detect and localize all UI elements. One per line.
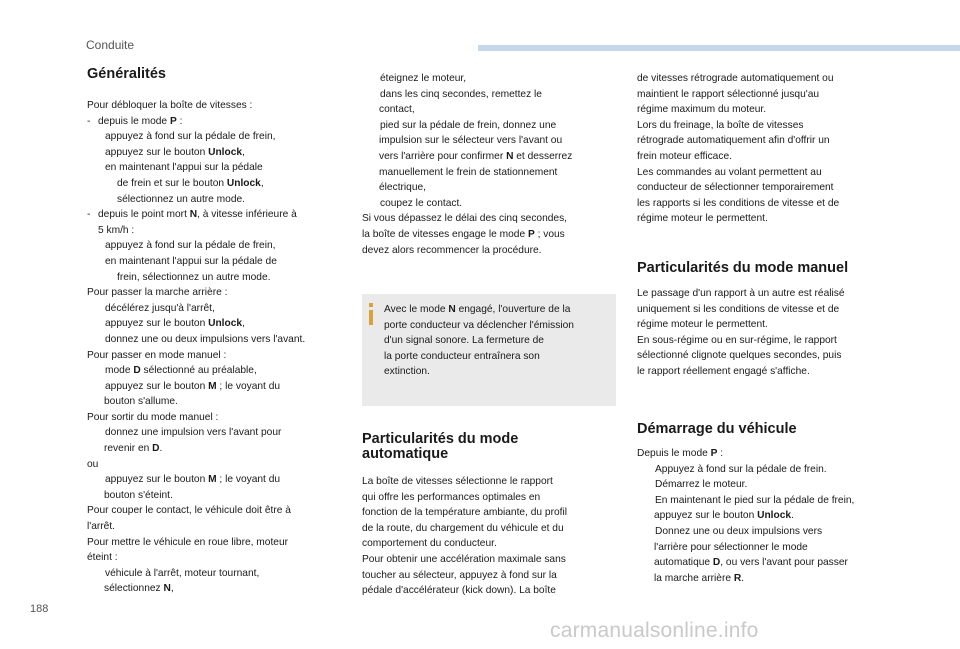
text-line: Si vous dépassez le délai des cinq secondes, bbox=[362, 213, 568, 225]
heading-mode-automatique bbox=[362, 432, 518, 462]
column-1 bbox=[87, 98, 345, 597]
text-line: Pour passer la marche arrière : bbox=[87, 287, 228, 299]
text-line: sélectionnez un autre mode. bbox=[117, 193, 245, 205]
text-line: Les commandes au volant permettent au bbox=[637, 166, 822, 178]
text-line: uniquement si les conditions de vitesse et de bbox=[637, 303, 840, 315]
header-bar bbox=[478, 45, 960, 51]
text-line: en maintenant l'appui sur la pédale de bbox=[105, 255, 277, 267]
text-line: Pour passer en mode manuel : bbox=[87, 349, 227, 361]
text-line: frein moteur efficace. bbox=[637, 150, 732, 162]
heading-line: automatique bbox=[362, 446, 449, 462]
text-line: en maintenant l'appui sur la pédale bbox=[105, 162, 263, 174]
text-line: appuyez sur le bouton M ; le voyant du bbox=[105, 380, 281, 392]
text-line: impulsion sur le sélecteur vers l'avant ou bbox=[379, 135, 563, 147]
text-line: frein, sélectionnez un autre mode. bbox=[117, 271, 271, 283]
text-line: éteint : bbox=[87, 552, 118, 564]
text-line: d'un signal sonore. La fermeture de bbox=[384, 335, 544, 347]
info-icon bbox=[369, 303, 373, 325]
text-line: ou bbox=[87, 458, 99, 470]
text-line: coupez le contact. bbox=[380, 197, 463, 209]
text-line: mode D sélectionné au préalable, bbox=[105, 365, 257, 377]
heading-demarrage: Démarrage du véhicule bbox=[637, 421, 797, 437]
text-line: Appuyez à fond sur la pédale de frein. bbox=[655, 463, 827, 475]
text-line: véhicule à l'arrêt, moteur tournant, bbox=[105, 567, 260, 579]
text-line: le rapport réellement engagé s'affiche. bbox=[637, 365, 810, 377]
text-line: Avec le mode N engagé, l'ouverture de la bbox=[384, 304, 571, 315]
text-line: Lors du freinage, la boîte de vitesses bbox=[637, 119, 804, 131]
heading-generalites: Généralités bbox=[87, 66, 166, 82]
text-line: bouton s'éteint. bbox=[104, 489, 173, 501]
text-line: pied sur la pédale de frein, donnez une bbox=[380, 119, 557, 131]
text-line: appuyez à fond sur la pédale de frein, bbox=[105, 131, 276, 143]
text-line: régime moteur le permettent. bbox=[637, 213, 768, 225]
text-line: électrique, bbox=[379, 182, 427, 194]
text-line: manuellement le frein de stationnement bbox=[379, 166, 558, 178]
text-line: toucher au sélecteur, appuyez à fond sur la bbox=[362, 569, 557, 581]
demarrage-text bbox=[637, 446, 887, 586]
text-line: Pour couper le contact, le véhicule doit être à bbox=[87, 505, 291, 517]
text-line: sélectionnez N, bbox=[104, 583, 174, 595]
text-line: bouton s'allume. bbox=[104, 396, 178, 408]
text-line: les rapports si les conditions de vitesse et de bbox=[637, 197, 840, 209]
text-line: appuyez sur le bouton Unlock. bbox=[654, 510, 794, 522]
text-line: de frein et sur le bouton Unlock, bbox=[117, 177, 264, 189]
dash-marker: - bbox=[87, 209, 91, 221]
watermark: carmanualsonline.info bbox=[550, 619, 759, 642]
text-line: donnez une ou deux impulsions vers l'avant. bbox=[105, 333, 306, 345]
text-line: contact, bbox=[379, 104, 415, 116]
text-line: l'arrêt. bbox=[87, 521, 115, 533]
text-line: Donnez une ou deux impulsions vers bbox=[655, 525, 823, 537]
text-line: revenir en D. bbox=[104, 443, 163, 455]
text-line: sélectionné clignote quelques secondes, puis bbox=[637, 350, 842, 362]
text-line: - depuis le mode P : bbox=[87, 114, 345, 130]
text-line: porte conducteur va déclencher l'émission bbox=[384, 319, 574, 331]
mode-automatique-text bbox=[362, 474, 618, 599]
text-line: dans les cinq secondes, remettez le bbox=[380, 88, 542, 100]
text-line: automatique D, ou vers l'avant pour passer bbox=[654, 557, 848, 569]
column-3 bbox=[637, 71, 887, 227]
text-line: décélérez jusqu'à l'arrêt, bbox=[105, 302, 215, 314]
text-line: appuyez sur le bouton Unlock, bbox=[105, 146, 245, 158]
column-2 bbox=[362, 71, 618, 258]
text-line: La boîte de vitesses sélectionne le rapport bbox=[362, 476, 553, 487]
text-line: Pour obtenir une accélération maximale sans bbox=[362, 553, 566, 565]
mode-manuel-text bbox=[637, 286, 887, 380]
text-line: vers l'arrière pour confirmer N et desserrez bbox=[379, 150, 573, 162]
text-line: régime maximum du moteur. bbox=[637, 104, 767, 116]
text-line: pédale d'accélérateur (kick down). La boîte bbox=[362, 585, 556, 597]
text-line: éteignez le moteur, bbox=[380, 73, 467, 84]
text-line: extinction. bbox=[384, 366, 430, 378]
text-line: fonction de la température ambiante, du profil bbox=[362, 507, 568, 519]
text-line: Pour mettre le véhicule en roue libre, moteur bbox=[87, 536, 289, 548]
dash-marker: - bbox=[87, 115, 91, 127]
heading-mode-manuel: Particularités du mode manuel bbox=[637, 260, 849, 276]
text-line: conducteur de sélectionner temporairement bbox=[637, 182, 834, 194]
text-line: - depuis le point mort N, à vitesse inférieure à bbox=[87, 207, 345, 223]
text-line: qui offre les performances optimales en bbox=[362, 491, 541, 503]
text-line: En sous-régime ou en sur-régime, le rapport bbox=[637, 334, 837, 346]
text-line: la porte conducteur entraînera son bbox=[384, 350, 540, 362]
heading-line: Particularités du mode bbox=[362, 431, 519, 447]
info-note-text bbox=[384, 302, 574, 380]
text-line: appuyez sur le bouton Unlock, bbox=[105, 318, 245, 330]
text-line: de vitesses rétrograde automatiquement ou bbox=[637, 73, 834, 84]
text-line: devez alors recommencer la procédure. bbox=[362, 244, 542, 256]
text-line: donnez une impulsion vers l'avant pour bbox=[105, 427, 282, 439]
text-line: de la route, du chargement du véhicule et du bbox=[362, 522, 564, 534]
text-line: Pour débloquer la boîte de vitesses : bbox=[87, 100, 253, 111]
text-line: En maintenant le pied sur la pédale de frein, bbox=[655, 494, 855, 506]
text-line: Démarrez le moteur. bbox=[655, 479, 748, 491]
text-line: rétrograde automatiquement afin d'offrir un bbox=[637, 135, 830, 147]
text-line: Depuis le mode P : bbox=[637, 448, 724, 459]
text-line: appuyez à fond sur la pédale de frein, bbox=[105, 240, 276, 252]
page-number: 188 bbox=[30, 603, 49, 615]
info-note-box bbox=[362, 294, 616, 406]
text-line: Le passage d'un rapport à un autre est réalisé bbox=[637, 288, 845, 299]
text-line: comportement du conducteur. bbox=[362, 538, 497, 550]
text-line: appuyez sur le bouton M ; le voyant du bbox=[105, 474, 281, 486]
text-line: Pour sortir du mode manuel : bbox=[87, 411, 219, 423]
text-line: la boîte de vitesses engage le mode P ; vous bbox=[362, 228, 565, 240]
header-section-label: Conduite bbox=[86, 38, 135, 52]
text-line: l'arrière pour sélectionner le mode bbox=[654, 541, 808, 553]
text-line: la marche arrière R. bbox=[654, 572, 745, 584]
text-line: régime moteur le permettent. bbox=[637, 319, 768, 331]
text-line: maintient le rapport sélectionné jusqu'au bbox=[637, 88, 820, 100]
text-line: 5 km/h : bbox=[98, 224, 135, 236]
